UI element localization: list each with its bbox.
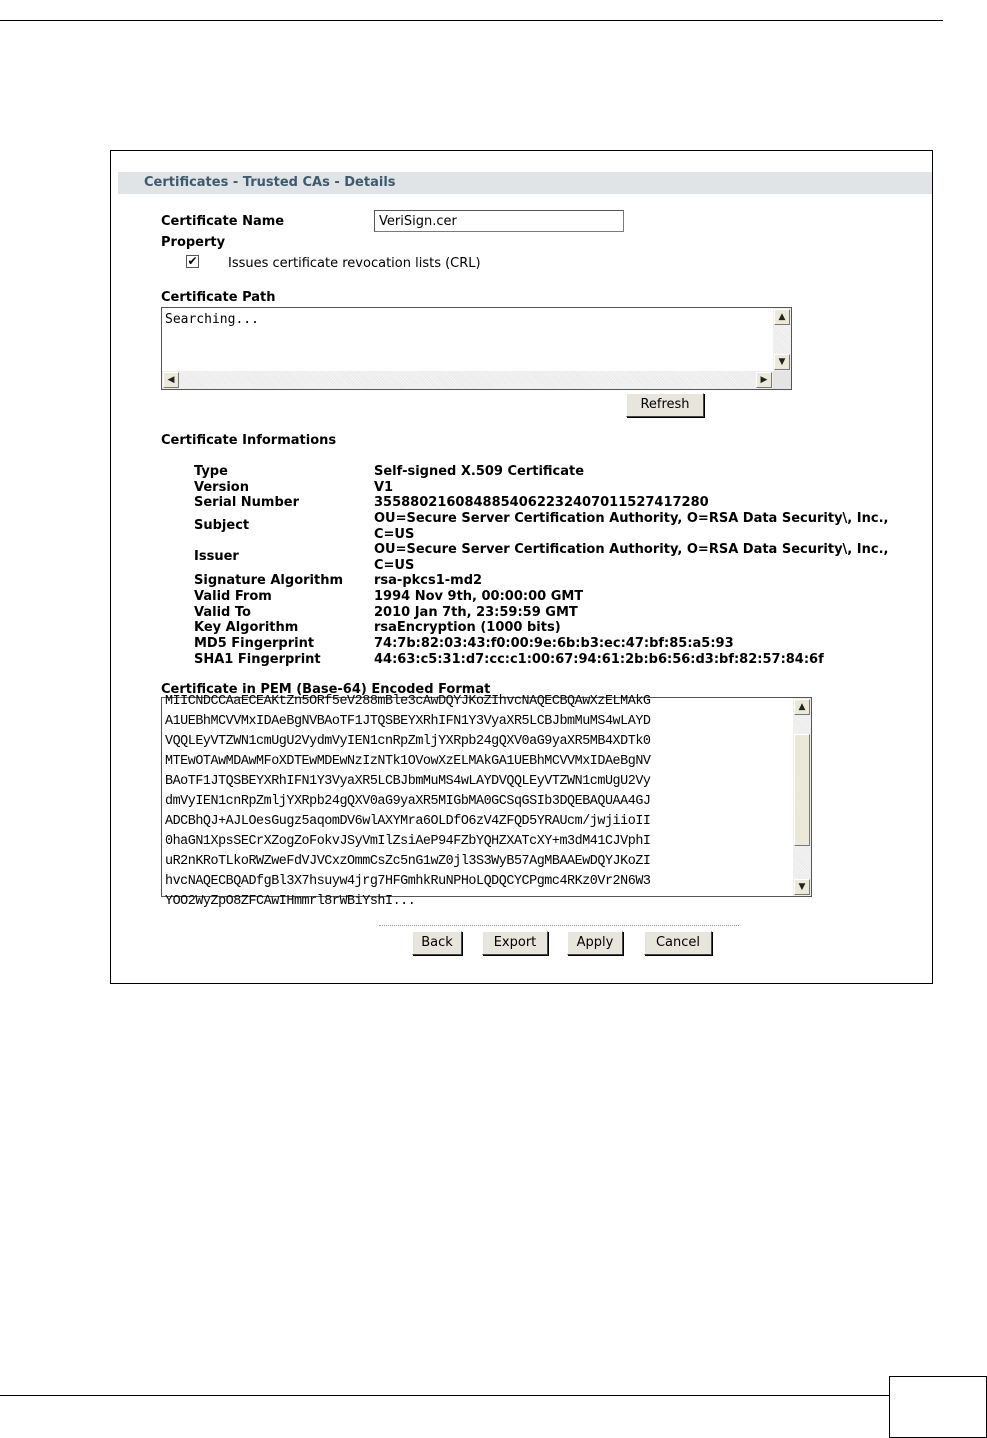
key-algorithm-value: rsaEncryption (1000 bits) xyxy=(374,620,561,635)
signature-algorithm-value: rsa-pkcs1-md2 xyxy=(374,573,483,588)
sha1-fingerprint-key: SHA1 Fingerprint xyxy=(194,652,321,667)
subject-value: OU=Secure Server Certification Authority, O=RSA Data Security\, Inc., xyxy=(374,511,889,526)
scroll-up-icon[interactable]: ▲ xyxy=(774,309,790,325)
panel-title: Certificates - Trusted CAs - Details xyxy=(118,172,932,194)
path-horizontal-scrollbar[interactable] xyxy=(162,371,773,389)
valid-from-value: 1994 Nov 9th, 00:00:00 GMT xyxy=(374,589,584,604)
back-button[interactable]: Back xyxy=(412,931,462,955)
certificate-informations-heading: Certificate Informations xyxy=(161,433,337,448)
serial-number-value: 3558802160848854062232407011527417280 xyxy=(374,495,709,510)
subject-key: Subject xyxy=(194,518,250,533)
issuer-value-line2: C=US xyxy=(374,558,415,573)
scroll-right-icon[interactable]: ▶ xyxy=(756,372,772,388)
md5-fingerprint-key: MD5 Fingerprint xyxy=(194,636,315,651)
property-label: Property xyxy=(161,235,226,250)
md5-fingerprint-value: 74:7b:82:03:43:f0:00:9e:6b:b3:ec:47:bf:85:a5:93 xyxy=(374,636,734,651)
sha1-fingerprint-value: 44:63:c5:31:d7:cc:c1:00:67:94:61:2b:b6:56:d3:bf:82:57:84:6f xyxy=(374,652,824,667)
pem-line: 0haGN1XpsSECrXZogZoFokvJSyVmIlZsiAeP94FZbYQHZXATcXY+m3dM41CJVphI xyxy=(165,834,651,849)
version-key: Version xyxy=(194,480,249,495)
certificate-path-textarea[interactable] xyxy=(161,307,792,390)
pem-line: MIICNDCCAaECEAKtZn5ORf5eV288mBle3cAwDQYJKoZIhvcNAQECBQAwXzELMAkG xyxy=(165,694,651,709)
valid-from-key: Valid From xyxy=(194,589,272,604)
crl-label: Issues certificate revocation lists (CRL) xyxy=(228,256,481,271)
certificate-path-label: Certificate Path xyxy=(161,290,276,305)
check-mark-icon: ✔ xyxy=(187,254,198,268)
scroll-down-icon[interactable]: ▼ xyxy=(794,879,810,895)
scroll-down-icon[interactable]: ▼ xyxy=(774,354,790,370)
certificate-name-label: Certificate Name xyxy=(161,214,285,229)
certificate-details-panel xyxy=(110,150,933,984)
cancel-button[interactable]: Cancel xyxy=(644,931,712,955)
certificate-name-input[interactable] xyxy=(374,210,624,232)
certificate-path-text: Searching... xyxy=(165,312,259,327)
pem-line: VQQLEyVTZWN1cmUgU2VydmVyIEN1cnRpZmljYXRpb24gQXV0aG9yaXR5MB4XDTk0 xyxy=(165,734,651,749)
scroll-up-icon[interactable]: ▲ xyxy=(794,699,810,715)
key-algorithm-key: Key Algorithm xyxy=(194,620,299,635)
type-key: Type xyxy=(194,464,228,479)
scroll-corner xyxy=(773,371,791,389)
scrollbar-thumb[interactable] xyxy=(794,734,810,846)
pem-text xyxy=(165,692,783,912)
crl-checkbox[interactable] xyxy=(186,255,199,268)
signature-algorithm-key: Signature Algorithm xyxy=(194,573,344,588)
version-value: V1 xyxy=(374,480,394,495)
button-divider xyxy=(379,925,739,926)
pem-vertical-scrollbar[interactable] xyxy=(793,698,811,896)
pem-line: ADCBhQJ+AJLOesGugz5aqomDV6wlAXYMra6OLDfO6zV4ZFQD5YRAUcm/jwjiioII xyxy=(165,814,651,829)
pem-textarea[interactable] xyxy=(161,694,812,909)
pem-label: Certificate in PEM (Base-64) Encoded Format xyxy=(161,682,491,697)
pem-line: BAoTF1JTQSBEYXRhIFN1Y3VyaXR5LCBJbmMuMS4wLAYDVQQLEyVTZWN1cmUgU2Vy xyxy=(165,774,651,789)
pem-line: YOO2WyZpO8ZFCAwIHmmrl8rWBiYshI... xyxy=(165,894,416,909)
issuer-value: OU=Secure Server Certification Authority, O=RSA Data Security\, Inc., xyxy=(374,542,889,557)
page-top-rule xyxy=(0,20,943,21)
type-value: Self-signed X.509 Certificate xyxy=(374,464,585,479)
subject-value-line2: C=US xyxy=(374,527,415,542)
refresh-button[interactable]: Refresh xyxy=(626,393,704,417)
valid-to-key: Valid To xyxy=(194,605,251,620)
pem-line: MTEwOTAwMDAwMFoXDTEwMDEwNzIzNTk1OVowXzELMAkGA1UEBhMCVVMxIDAeBgNV xyxy=(165,754,651,769)
path-vertical-scrollbar[interactable] xyxy=(773,308,791,371)
issuer-key: Issuer xyxy=(194,549,239,564)
apply-button[interactable]: Apply xyxy=(567,931,623,955)
pem-line: hvcNAQECBQADfgBl3X7hsuyw4jrg7HFGmhkRuNPHoLQDQCYCPgmc4RKz0Vr2N6W3 xyxy=(165,874,651,889)
page-number-box xyxy=(889,1376,987,1438)
export-button[interactable]: Export xyxy=(482,931,548,955)
page-bottom-rule xyxy=(0,1395,889,1396)
valid-to-value: 2010 Jan 7th, 23:59:59 GMT xyxy=(374,605,578,620)
pem-line: uR2nKRoTLkoRWZweFdVJVCxzOmmCsZc5nG1wZ0jl3S3WyB57AgMBAAEwDQYJKoZI xyxy=(165,854,651,869)
serial-number-key: Serial Number xyxy=(194,495,300,510)
scroll-left-icon[interactable]: ◀ xyxy=(163,372,179,388)
pem-line: A1UEBhMCVVMxIDAeBgNVBAoTF1JTQSBEYXRhIFN1Y3VyaXR5LCBJbmMuMS4wLAYD xyxy=(165,714,651,729)
pem-line: dmVyIEN1cnRpZmljYXRpb24gQXV0aG9yaXR5MIGbMA0GCSqGSIb3DQEBAQUAA4GJ xyxy=(165,794,651,809)
